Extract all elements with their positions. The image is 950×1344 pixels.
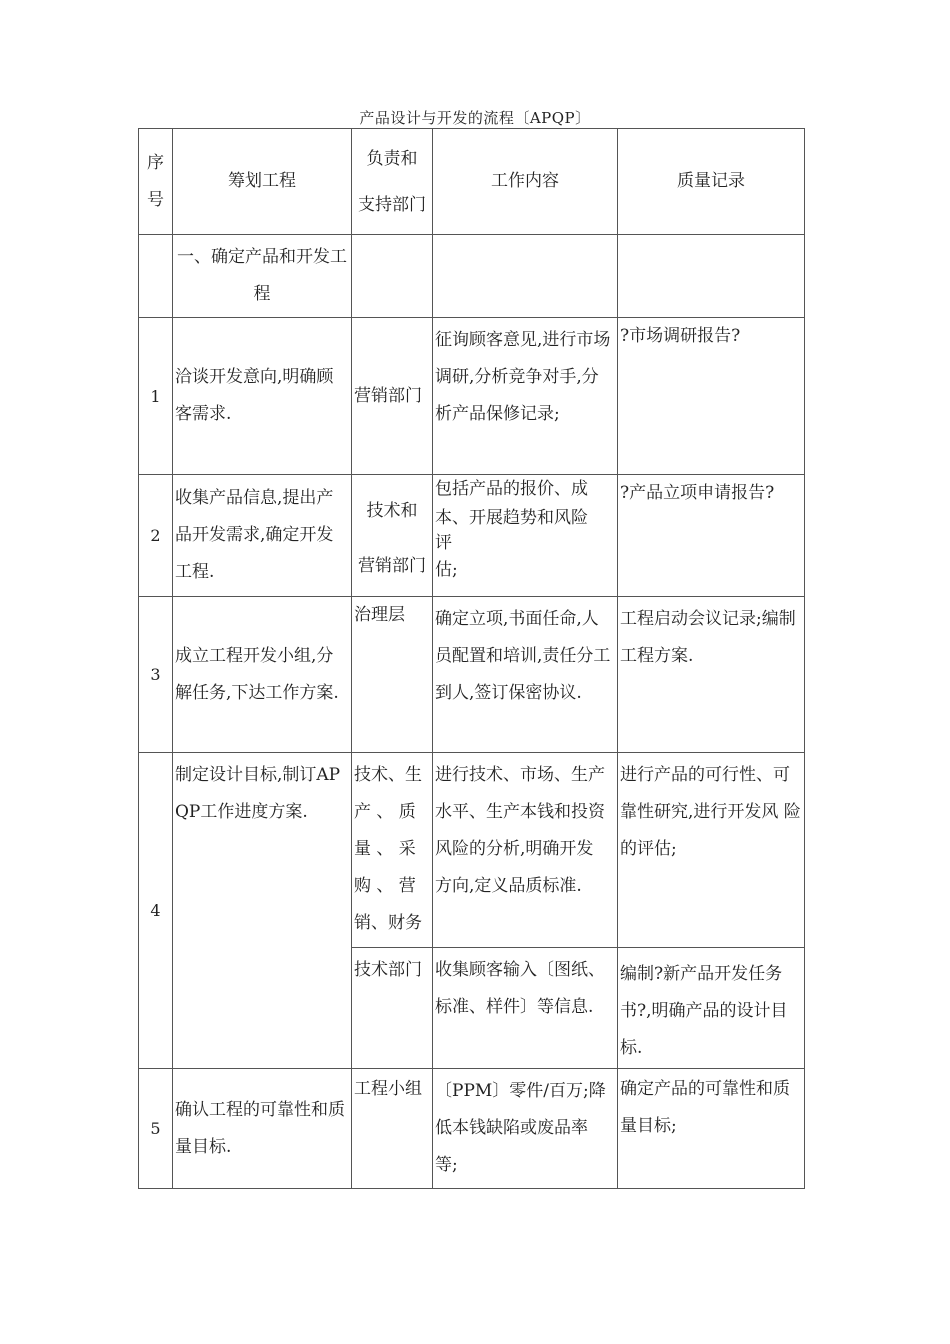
- row-record: 编制?新产品开发任务书?,明确产品的设计目标.: [618, 948, 805, 1069]
- row-seq: 2: [139, 475, 173, 597]
- row-plan: 洽谈开发意向,明确顾客需求.: [173, 318, 352, 475]
- row-work: 收集顾客输入〔图纸、 标准、样件〕等信息.: [433, 948, 618, 1069]
- table-row: [139, 597, 805, 753]
- row-dept: 治理层: [352, 597, 433, 753]
- row-record: ?市场调研报告?: [618, 318, 805, 475]
- header-seq: 序号: [139, 129, 173, 235]
- row-work: 确定立项,书面任命,人员配置和培训,责任分工到人,签订保密协议.: [433, 597, 618, 753]
- row-work: 包括产品的报价、成本、开展趋势和风险 评 估;: [433, 475, 618, 597]
- row-work: 进行技术、市场、生产 水平、生产本钱和投资 风险的分析,明确开发 方向,定义品质标准.: [433, 753, 618, 948]
- table-row: [139, 753, 805, 948]
- table-header-row: [139, 129, 805, 235]
- row-dept: 技术和 营销部门: [352, 475, 433, 597]
- row-dept: 技术、生产 、 质量 、 采购 、 营销、财务: [352, 753, 433, 948]
- header-dept: 负责和 支持部门: [352, 129, 433, 235]
- row-seq: 1: [139, 318, 173, 475]
- row-dept: 工程小组: [352, 1069, 433, 1189]
- header-plan: 筹划工程: [173, 129, 352, 235]
- row-plan: 确认工程的可靠性和质量目标.: [173, 1069, 352, 1189]
- row-seq: 4: [139, 753, 173, 1069]
- table-row: [139, 235, 805, 318]
- page-title: 产品设计与开发的流程〔APQP〕: [359, 109, 591, 127]
- row-seq: 3: [139, 597, 173, 753]
- header-record: 质量记录: [618, 129, 805, 235]
- row-record: ?产品立项申请报告?: [618, 475, 805, 597]
- row-seq: 5: [139, 1069, 173, 1189]
- row-plan: 收集产品信息,提出产品开发需求,确定开发工程.: [173, 475, 352, 597]
- section-label: 一、确定产品和开发工程: [173, 235, 352, 318]
- row-work: 征询顾客意见,进行市场调研,分析竞争对手,分析产品保修记录;: [433, 318, 618, 475]
- row-record: 确定产品的可靠性和质量目标;: [618, 1069, 805, 1189]
- row-plan: 制定设计目标,制订APQP工作进度方案.: [173, 753, 352, 1069]
- table-row: [139, 475, 805, 597]
- row-plan: 成立工程开发小组,分解任务,下达工作方案.: [173, 597, 352, 753]
- row-dept: 营销部门: [352, 318, 433, 475]
- row-record: 进行产品的可行性、可 靠性研究,进行开发风 险的评估;: [618, 753, 805, 948]
- header-work: 工作内容: [433, 129, 618, 235]
- table-row: [139, 318, 805, 475]
- row-record: 工程启动会议记录;编制工程方案.: [618, 597, 805, 753]
- row-work: 〔PPM〕零件/百万;降 低本钱缺陷或废品率 等;: [433, 1069, 618, 1189]
- row-dept: 技术部门: [352, 948, 433, 1069]
- apqp-table: [138, 128, 805, 1189]
- table-row: [139, 1069, 805, 1189]
